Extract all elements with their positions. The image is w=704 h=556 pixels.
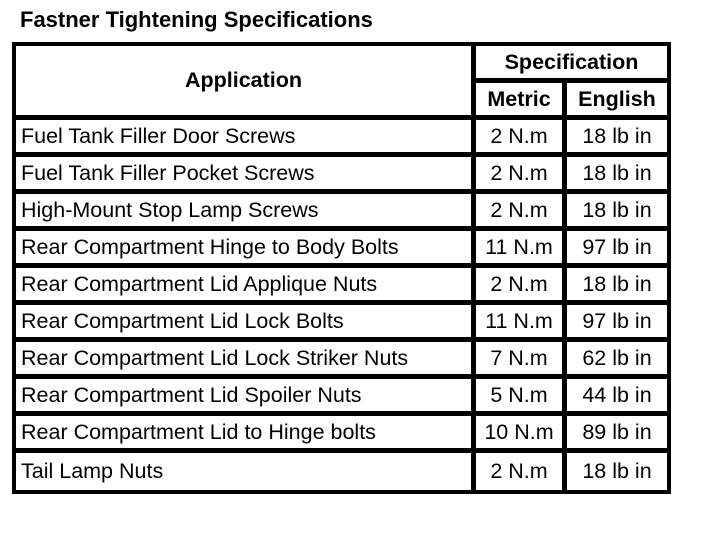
english-cell: 18 lb in — [567, 453, 667, 490]
application-cell: Rear Compartment Lid Lock Bolts — [16, 305, 476, 342]
metric-cell: 11 N.m — [476, 231, 567, 268]
english-cell: 44 lb in — [567, 379, 667, 416]
application-cell: Rear Compartment Lid Applique Nuts — [16, 268, 476, 305]
english-header: English — [567, 83, 667, 120]
application-cell: Tail Lamp Nuts — [16, 453, 476, 490]
metric-cell: 11 N.m — [476, 305, 567, 342]
metric-cell: 2 N.m — [476, 120, 567, 157]
application-cell: Rear Compartment Hinge to Body Bolts — [16, 231, 476, 268]
application-header: Application — [16, 46, 476, 120]
metric-header: Metric — [476, 83, 567, 120]
english-cell: 97 lb in — [567, 231, 667, 268]
english-cell: 97 lb in — [567, 305, 667, 342]
table-row — [16, 194, 667, 231]
metric-cell: 10 N.m — [476, 416, 567, 453]
application-cell: Fuel Tank Filler Pocket Screws — [16, 157, 476, 194]
page-title: Fastner Tightening Specifications — [20, 7, 373, 32]
application-cell: High-Mount Stop Lamp Screws — [16, 194, 476, 231]
table-row — [16, 305, 667, 342]
english-cell: 62 lb in — [567, 342, 667, 379]
table-row — [16, 268, 667, 305]
application-cell: Rear Compartment Lid Lock Striker Nuts — [16, 342, 476, 379]
english-cell: 18 lb in — [567, 157, 667, 194]
table-row — [16, 120, 667, 157]
table-row — [16, 231, 667, 268]
torque-spec-table — [12, 42, 671, 494]
table-row — [16, 453, 667, 490]
metric-cell: 2 N.m — [476, 268, 567, 305]
specification-header: Specification — [476, 46, 667, 83]
table-body — [16, 120, 667, 490]
english-cell: 18 lb in — [567, 120, 667, 157]
metric-cell: 5 N.m — [476, 379, 567, 416]
table-row — [16, 416, 667, 453]
table-row — [16, 379, 667, 416]
metric-cell: 2 N.m — [476, 453, 567, 490]
english-cell: 18 lb in — [567, 194, 667, 231]
metric-cell: 2 N.m — [476, 157, 567, 194]
table-row — [16, 157, 667, 194]
english-cell: 89 lb in — [567, 416, 667, 453]
application-cell: Rear Compartment Lid Spoiler Nuts — [16, 379, 476, 416]
metric-cell: 7 N.m — [476, 342, 567, 379]
english-cell: 18 lb in — [567, 268, 667, 305]
metric-cell: 2 N.m — [476, 194, 567, 231]
application-cell: Rear Compartment Lid to Hinge bolts — [16, 416, 476, 453]
table-row — [16, 342, 667, 379]
application-cell: Fuel Tank Filler Door Screws — [16, 120, 476, 157]
